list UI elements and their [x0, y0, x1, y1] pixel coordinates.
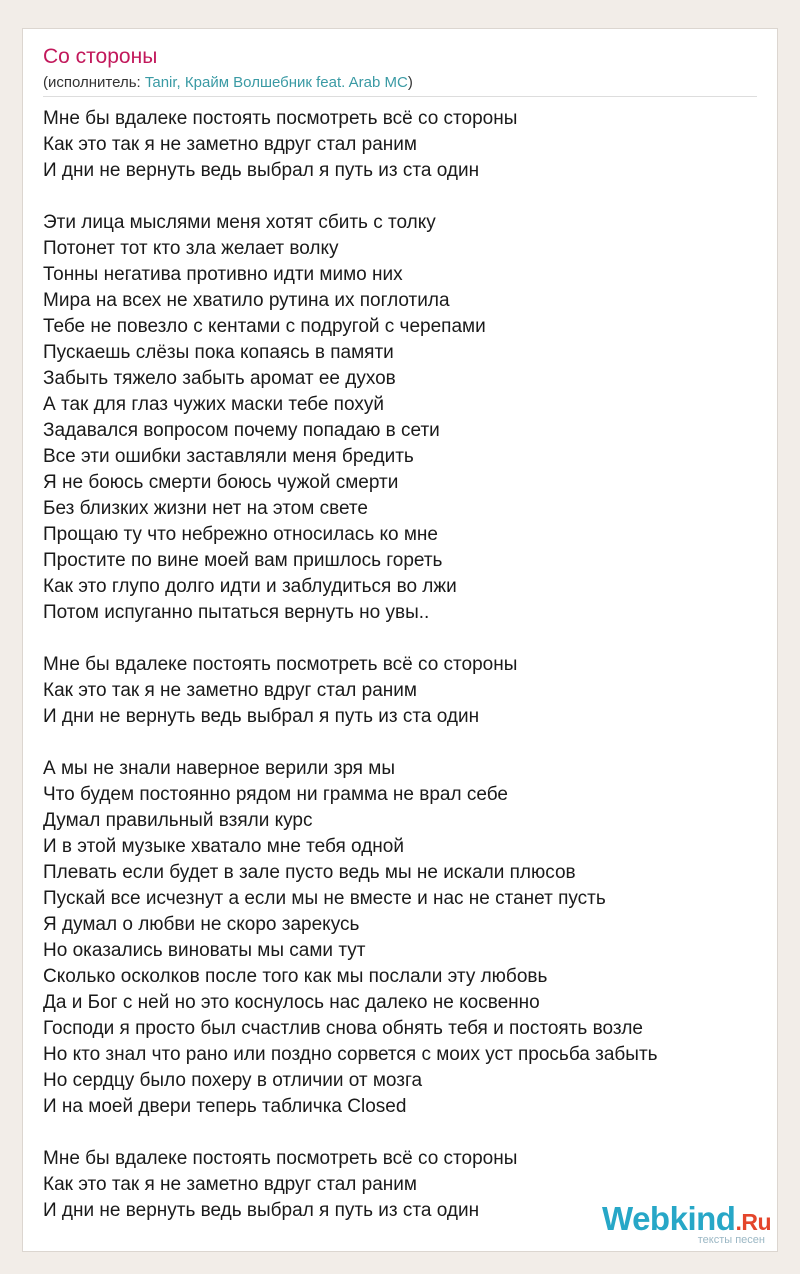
logo-brand-name: Webkind — [602, 1200, 736, 1237]
lyric-line: Тебе не повезло с кентами с подругой с черепами — [43, 316, 486, 337]
stanza-gap — [43, 184, 757, 210]
lyric-line: Да и Бог с ней но это коснулось нас далеко не косвенно — [43, 992, 540, 1013]
lyric-line: Забыть тяжело забыть аромат ее духов — [43, 368, 396, 389]
lyric-line: Мне бы вдалеке постоять посмотреть всё со стороны — [43, 108, 518, 129]
stanza-gap — [43, 626, 757, 652]
lyric-line: А мы не знали наверное верили зря мы — [43, 758, 395, 779]
lyric-line: Но оказались виноваты мы сами тут — [43, 940, 366, 961]
lyric-line: Пускай все исчезнут а если мы не вместе и нас не станет пусть — [43, 888, 606, 909]
lyric-line: Задавался вопросом почему попадаю в сети — [43, 420, 440, 441]
lyrics-body — [43, 106, 757, 1224]
artist-line — [43, 73, 413, 93]
lyric-line: Думал правильный взяли курс — [43, 810, 313, 831]
lyric-line: Все эти ошибки заставляли меня бредить — [43, 446, 414, 467]
lyric-line: А так для глаз чужих маски тебе похуй — [43, 394, 384, 415]
lyric-line: Я не боюсь смерти боюсь чужой смерти — [43, 472, 399, 493]
artist-prefix: (исполнитель: — [43, 74, 145, 91]
lyric-line: Сколько осколков после того как мы послали эту любовь — [43, 966, 548, 987]
lyric-line: Прощаю ту что небрежно относилась ко мне — [43, 524, 438, 545]
lyric-line: И дни не вернуть ведь выбрал я путь из ста один — [43, 160, 480, 181]
lyric-line: Потонет тот кто зла желает волку — [43, 238, 339, 259]
lyric-line: Плевать если будет в зале пусто ведь мы не искали плюсов — [43, 862, 576, 883]
lyric-line: Эти лица мыслями меня хотят сбить с толку — [43, 212, 436, 233]
lyrics-card — [22, 28, 778, 1252]
lyric-line: Что будем постоянно рядом ни грамма не врал себе — [43, 784, 508, 805]
lyric-line: Как это так я не заметно вдруг стал раним — [43, 680, 417, 701]
lyric-line: Тонны негатива противно идти мимо них — [43, 264, 403, 285]
lyric-line: И дни не вернуть ведь выбрал я путь из ста один — [43, 1200, 480, 1221]
lyric-line: Как это так я не заметно вдруг стал раним — [43, 134, 417, 155]
title-divider — [43, 96, 757, 97]
artist-suffix: ) — [407, 74, 413, 91]
logo-brand-tld: .Ru — [735, 1209, 771, 1235]
lyric-line: Как это глупо долго идти и заблудиться во лжи — [43, 576, 457, 597]
lyric-line: Мне бы вдалеке постоять посмотреть всё со стороны — [43, 1148, 518, 1169]
lyric-line: И в этой музыке хватало мне тебя одной — [43, 836, 404, 857]
lyric-line: Господи я просто был счастлив снова обнять тебя и постоять возле — [43, 1018, 643, 1039]
lyric-line: Пускаешь слёзы пока копаясь в памяти — [43, 342, 394, 363]
lyric-line: Мира на всех не хватило рутина их поглотила — [43, 290, 450, 311]
lyric-line: Как это так я не заметно вдруг стал раним — [43, 1174, 417, 1195]
logo-tagline: тексты песен — [697, 1234, 765, 1246]
webkind-logo — [571, 1201, 771, 1247]
song-title: Со стороны — [43, 45, 158, 68]
lyric-line: И дни не вернуть ведь выбрал я путь из ста один — [43, 706, 480, 727]
lyric-line: Я думал о любви не скоро зарекусь — [43, 914, 360, 935]
artist-link[interactable]: Tanir, Крайм Волшебник feat. Arab MC — [144, 74, 408, 91]
stanza-gap — [43, 1120, 757, 1146]
lyric-line: Без близких жизни нет на этом свете — [43, 498, 368, 519]
stanza-gap — [43, 730, 757, 756]
lyric-line: Потом испуганно пытаться вернуть но увы.. — [43, 602, 430, 623]
lyric-line: Но сердцу было похеру в отличии от мозга — [43, 1070, 423, 1091]
lyric-line: Мне бы вдалеке постоять посмотреть всё со стороны — [43, 654, 518, 675]
lyric-line: Но кто знал что рано или поздно сорвется с моих уст просьба забыть — [43, 1044, 658, 1065]
lyric-line: И на моей двери теперь табличка Closed — [43, 1096, 407, 1117]
lyric-line: Простите по вине моей вам пришлось гореть — [43, 550, 443, 571]
